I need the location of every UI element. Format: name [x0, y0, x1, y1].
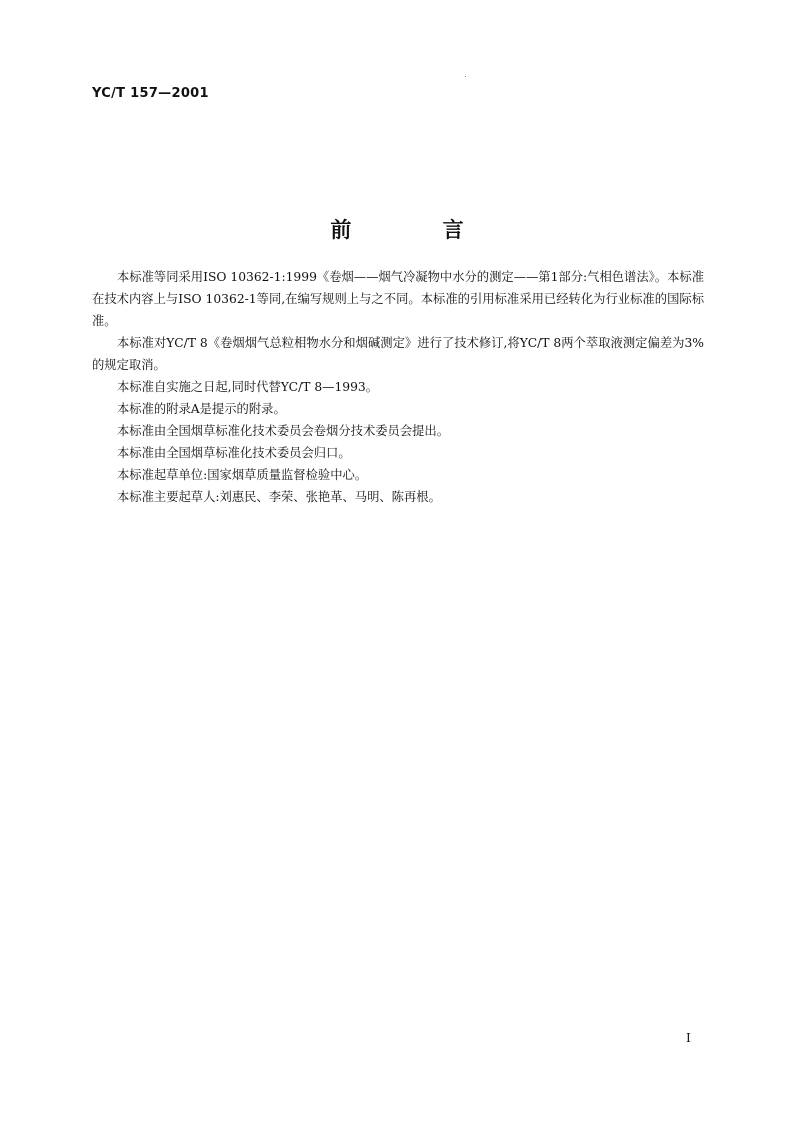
paragraph-drafters: 本标准主要起草人:刘惠民、李荣、张艳革、马明、陈再根。 — [117, 490, 441, 504]
page-title: 前 言 — [330, 218, 506, 242]
paragraph-proposed-by: 本标准由全国烟草标准化技术委员会卷烟分技术委员会提出。 — [117, 424, 450, 438]
paragraph-revision: 本标准对YC/T 8《卷烟烟气总粒相物水分和烟碱测定》进行了技术修订,将YC/T 8两个萃取液测定偏差为3%的规定取消。 — [92, 336, 704, 372]
paragraph-appendix: 本标准的附录A是提示的附录。 — [117, 402, 286, 416]
paragraph-replacement: 本标准自实施之日起,同时代替YC/T 8—1993。 — [117, 380, 379, 394]
paragraph-drafting-unit: 本标准起草单位:国家烟草质量监督检验中心。 — [117, 468, 368, 482]
standard-code-header: YC/T 157—2001 — [92, 86, 209, 101]
paragraph-adoption: 本标准等同采用ISO 10362-1:1999《卷烟——烟气冷凝物中水分的测定——第1部分:气相色谱法》。本标准在技术内容上与ISO 10362-1等同,在编写规则上与之不同。本标准的引用标准采用已经转化为行业标准的国际标准。 — [92, 270, 704, 328]
paragraph-managed-by: 本标准由全国烟草标准化技术委员会归口。 — [117, 446, 351, 460]
page-number: I — [686, 1031, 691, 1045]
scan-speck — [465, 76, 466, 77]
foreword-body — [92, 266, 704, 508]
